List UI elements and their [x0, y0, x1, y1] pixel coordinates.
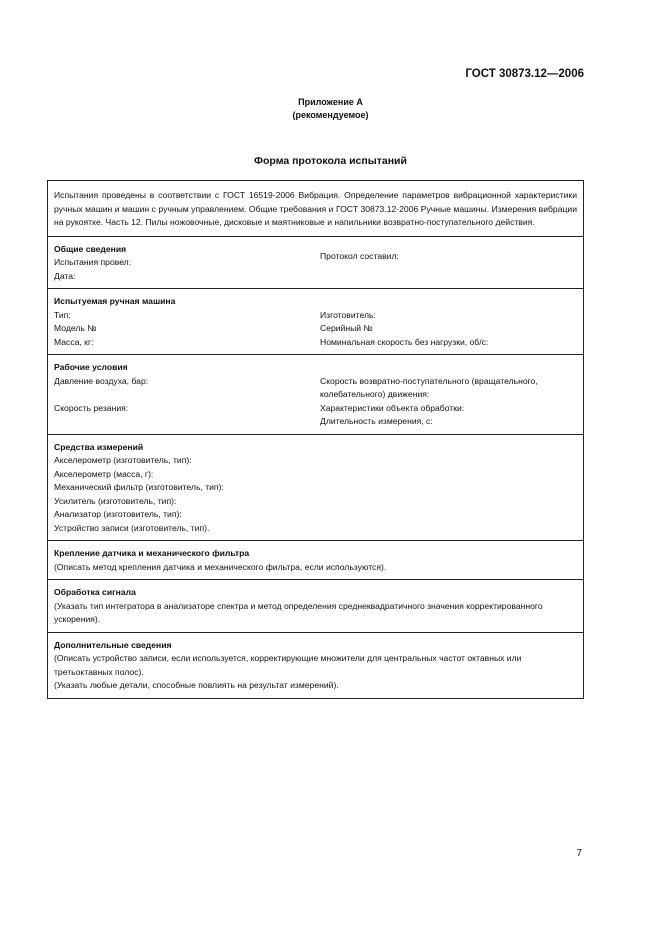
- form-title: Форма протокола испытаний: [254, 155, 407, 167]
- additional-title: Дополнительные сведения: [54, 639, 172, 650]
- instrument-item: Акселерометр (масса, г):: [54, 468, 154, 479]
- additional-text-2: (Указать любые детали, способные повлиять на результат измерений).: [54, 680, 339, 690]
- annex-title: Приложение А: [298, 97, 363, 107]
- instrument-item: Механический фильтр (изготовитель, тип):: [54, 482, 224, 492]
- instrument-item: Акселерометр (изготовитель, тип):: [54, 455, 192, 465]
- document-code: ГОСТ 30873.12—2006: [465, 68, 584, 80]
- page-number: 7: [576, 848, 582, 859]
- signal-title: Обработка сигнала: [54, 587, 136, 597]
- conditions-section: [48, 355, 583, 435]
- serial-field: Серийный №: [320, 323, 373, 333]
- instruments-section: [48, 435, 583, 542]
- tester-field: Испытания провел:: [54, 257, 132, 267]
- protocol-author-field: Протокол составил:: [320, 251, 399, 261]
- signal-text: (Указать тип интегратора в анализаторе спектра и метод определения среднеквадратичного значения корректированного ускорения).: [54, 600, 543, 624]
- date-field: Дата:: [54, 270, 76, 281]
- workpiece-field: Характеристики объекта обработки:: [320, 402, 465, 413]
- additional-text-1: (Описать устройство записи, если используется, корректирующие множители для центральных частот октавных или третьоктавных полос).: [54, 653, 522, 677]
- additional-section: [48, 633, 583, 698]
- general-section: [48, 237, 583, 290]
- mass-field: Масса, кг:: [54, 336, 94, 347]
- machine-title: Испытуемая ручная машина: [54, 296, 176, 306]
- annex-subtitle: (рекомендуемое): [292, 110, 369, 120]
- duration-field: Длительность измерения, с:: [320, 416, 433, 426]
- type-field: Тип:: [54, 309, 71, 320]
- signal-section: [48, 580, 583, 633]
- mounting-section: [48, 541, 583, 580]
- instrument-item: Анализатор (изготовитель, тип):: [54, 509, 182, 519]
- spacer: [54, 388, 320, 402]
- mounting-text: (Описать метод крепления датчика и механического фильтра, если используются).: [54, 561, 387, 572]
- protocol-form: [47, 180, 584, 699]
- cut-speed-field: Скорость резания:: [54, 402, 129, 413]
- manufacturer-field: Изготовитель:: [320, 309, 376, 320]
- intro-section: Испытания проведены в соответствии с ГОСТ 16519-2006 Вибрация. Определение параметров вибрационной характеристики ручных машин и машин с ручным управлением. Общие требования и ГОСТ 30873.12-2006 Ручные машины. Измерения вибрации на рукоятке. Часть 12. Пилы ножовочные, дисковые и маятниковые и напильники возвратно-поступательного действия.: [48, 181, 583, 237]
- instrument-item: Устройство записи (изготовитель, тип).: [54, 522, 210, 533]
- speed-field: Номинальная скорость без нагрузки, об/с:: [320, 336, 489, 347]
- air-pressure-field: Давление воздуха, бар:: [54, 375, 149, 386]
- mounting-title: Крепление датчика и механического фильтра: [54, 548, 250, 558]
- machine-section: [48, 289, 583, 355]
- annex-heading: [0, 96, 661, 122]
- instruments-title: Средства измерений: [54, 441, 144, 452]
- motion-speed-field: Скорость возвратно-поступательного (вращательного, колебательного) движения:: [320, 375, 538, 399]
- general-title: Общие сведения: [54, 243, 127, 254]
- conditions-title: Рабочие условия: [54, 362, 128, 372]
- model-field: Модель №: [54, 323, 97, 333]
- instrument-item: Усилитель (изготовитель, тип):: [54, 495, 177, 506]
